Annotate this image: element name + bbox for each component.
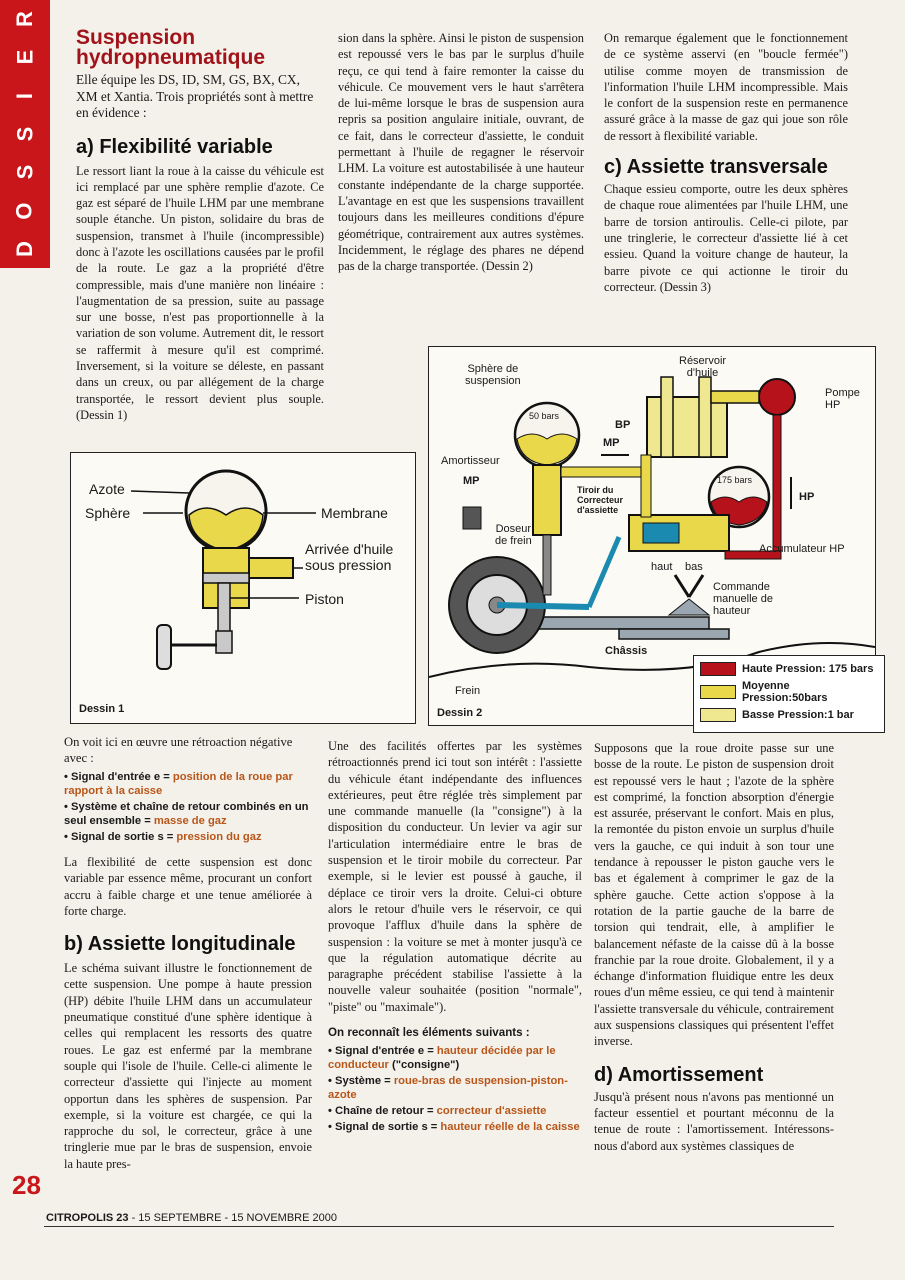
retro-item-value: masse de gaz <box>153 815 227 827</box>
label-pompe-line-2: HP <box>825 399 841 411</box>
label-doseur-frein <box>495 523 532 547</box>
column-3-bottom-text: Supposons que la roue droite passe sur une bosse de la route. Le piston de suspension droit est repoussé vers le haut ; l'azote de la sphère est comprimé, la fonction absorption d'énergie est assurée, préservant le confort. Mais en plus, la remontée du piston envoie un surplus d'huile vers la gauche, ce qui induit à son tour une tendance à repousser le piston gauche vers le bas et également à comprimer le gaz de la sphère gauche. Cette action s'oppose à la rotation de la partie gauche de la barre de torsion qui tendrait, elle, à amplifier le balancement néfaste de la caisse dû à la bosse franchie par la roue droite. Globalement, il y a échange d'information fluidique entre les deux roues d'un même essieu, ce qui tend à maintenir l'assiette transversale du véhicule, contrairement aux suspensions classiques qui présentent l'effet inverse. <box>594 741 834 1049</box>
label-commande-line-1: Commande <box>713 581 770 593</box>
column-3-top <box>604 30 848 295</box>
element-item-value: correcteur d'assiette <box>436 1104 547 1117</box>
element-item-label: • Signal de sortie s = <box>328 1120 441 1133</box>
label-frein: Frein <box>455 685 481 697</box>
label-chassis: Châssis <box>605 645 648 657</box>
label-pompe-hp <box>825 387 860 411</box>
label-sphere-suspension <box>465 363 521 387</box>
legend-swatch-bp <box>700 708 736 722</box>
label-sphere-line-1: Sphère de <box>467 363 519 375</box>
label-50-bars: 50 bars <box>529 411 560 421</box>
section-d-text: Jusqu'à présent nous n'avons pas mentionné un facteur essentiel et pourtant méconnu de la tenue de route : l'amortissement. Intéressons-nous d'abord aux systèmes classiques de <box>594 1089 834 1153</box>
list-item <box>64 770 312 798</box>
list-item <box>64 800 312 828</box>
element-item-label: • Signal d'entrée e = <box>328 1044 437 1057</box>
element-item-label: • Système = <box>328 1074 394 1087</box>
legend-label-hp: Haute Pression: 175 bars <box>742 663 874 675</box>
list-item <box>328 1074 582 1102</box>
label-doseur-line-2: de frein <box>495 535 532 547</box>
dessin-1-caption: Dessin 1 <box>79 703 125 715</box>
label-arrivee-huile <box>305 541 393 573</box>
retro-list <box>64 770 312 844</box>
footer-rule <box>44 1226 834 1227</box>
label-mp-doseur: MP <box>463 475 480 487</box>
legend-label-bp: Basse Pression:1 bar <box>742 709 854 721</box>
section-a-text: Le ressort liant la roue à la caisse du véhicule est ici remplacé par une sphère remplie d'azote. Ce gaz est séparé de l'huile LHM par une membrane souple étanche. Un piston, solidaire du bras de suspension, transmet à l'huile (incompressible) donc à l'azote les oscillations causées par le profil de la route. Le gaz a la propriété d'être compressible, mais d'une manière non linéaire : l'augmentation de sa pression, suite au passage sur une bosse, n'est pas proportionnelle à la variation de son volume. Autrement dit, le ressort se raffermit à mesure qu'il est comprimé. Inversement, si la voiture se déleste, en passant dans un creux, ou par allégement de la charge transportée, le ressort devient plus souple. (Dessin 1) <box>76 163 324 422</box>
footer-dates: - 15 SEPTEMBRE - 15 NOVEMBRE 2000 <box>128 1212 337 1224</box>
legend-row-hp <box>700 662 878 676</box>
label-commande-line-2: manuelle de <box>713 593 773 605</box>
section-a-heading: a) Flexibilité variable <box>76 135 273 158</box>
legend-row-bp <box>700 708 878 722</box>
column-3-bottom <box>594 740 834 1154</box>
list-item <box>328 1044 582 1072</box>
label-tiroir-line-2: Correcteur <box>577 495 624 505</box>
sidebar-letter: O <box>12 201 37 220</box>
column-3-top-text: On remarque également que le fonctionnement de ce système asservi (en "boucle fermée") utilise comme moyen de transmission de l'information l'huile LHM incompressible. Mais le confort de la suspension reste en permanence assuré grâce à la masse de gaz qui joue son rôle de ressort à flexibilité variable. <box>604 31 848 143</box>
element-item-value: roue-bras de suspension-piston-azote <box>328 1074 568 1101</box>
label-175-bars: 175 bars <box>717 475 753 485</box>
footer-magazine: CITROPOLIS 23 <box>46 1212 129 1224</box>
label-sphere: Sphère <box>85 505 131 521</box>
dessin-2-figure <box>428 346 876 726</box>
column-2-top-text: sion dans la sphère. Ainsi le piston de suspension est repoussé vers le bas par le surplus d'huile reçu, ce qui tend à faire remonter la caisse du véhicule. Ce mouvement vers le haut s'arrêtera de lui-même lorsque le bras de suspension aura repris sa position angulaire initiale, ouvrant, de ce fait, dans le correcteur d'assiette, le conduit permettant à l'huile de regagner le réservoir LHM. La voiture est autostabilisée à une hauteur constante indépendante de la charge supportée. L'avantage en est que les suspensions travaillent toujours dans les meilleures conditions d'épure géométrique, contrairement aux autres systèmes. Incidemment, le réglage des phares ne dépend pas de la charge transportée. (Dessin 2) <box>338 31 584 274</box>
pressure-legend <box>693 655 885 733</box>
sidebar-letter: S <box>12 164 37 180</box>
page-number: 28 <box>12 1170 41 1200</box>
sidebar-letter: R <box>11 11 37 28</box>
label-piston: Piston <box>305 591 344 607</box>
article-title <box>76 28 324 68</box>
element-item-value: hauteur décidée par le conducteur <box>328 1044 556 1071</box>
dossier-sidebar <box>0 0 50 268</box>
label-commande-line-3: hauteur <box>713 605 751 617</box>
retro-item-label: • Signal d'entrée e = <box>64 771 173 783</box>
elements-intro: On reconnaît les éléments suivants : <box>328 1026 530 1040</box>
sidebar-letter: S <box>12 126 37 142</box>
legend-label-mp: Moyenne Pression:50bars <box>741 680 828 704</box>
retro-item-label: • Signal de sortie s = <box>64 831 177 843</box>
element-item-value: hauteur réelle de la caisse <box>440 1120 580 1133</box>
sidebar-letter: E <box>12 50 37 65</box>
element-item-label: • Chaîne de retour = <box>328 1104 437 1117</box>
section-b-heading: b) Assiette longitudinale <box>64 933 296 956</box>
retro-after-text: La flexibilité de cette suspension est donc variable par essence même, procurant un confort accru à faible charge et une tenue améliorée à forte charge. <box>64 855 312 918</box>
retro-item-label: • Système et chaîne de retour combinés en un seul ensemble = <box>64 801 309 827</box>
dossier-label <box>5 0 45 268</box>
dessin-2-caption: Dessin 2 <box>437 707 483 719</box>
title-line-1: Suspension <box>76 26 196 49</box>
label-accumulateur-hp: Accumulateur HP <box>759 543 845 555</box>
sidebar-letter: I <box>12 92 37 99</box>
label-commande-manuelle <box>713 581 773 617</box>
list-item <box>328 1120 582 1134</box>
retro-intro: On voit ici en œuvre une rétroaction négative avec : <box>64 735 293 765</box>
section-c-heading: c) Assiette transversale <box>604 156 828 179</box>
label-haut: haut <box>651 561 673 573</box>
label-membrane: Membrane <box>321 505 388 521</box>
label-tiroir-line-3: d'assiette <box>577 505 619 515</box>
footer <box>46 1212 337 1224</box>
section-b-text: Le schéma suivant illustre le fonctionnement de cette suspension. Une pompe à haute pression (HP) débite l'huile LHM dans un accumulateur pneumatique constitué d'une sphère identique à celles qui remplacent les ressorts des quatre roues. Le gaz est enfermé par la membrane souple qui l'isole de l'huile. Celle-ci alimente le correcteur d'assiette qui l'injecte au moment opportun dans les sphères de suspension. Par exemple, si la voiture est chargée, ce qui la rapproche du sol, le correcteur, grâce à une tringlerie mue par le bras de suspension, envoie la haute pres- <box>64 961 312 1171</box>
label-tiroir-line-1: Tiroir du <box>577 485 614 495</box>
element-item-suffix: ("consigne") <box>388 1058 460 1071</box>
label-bp: BP <box>615 419 631 431</box>
legend-row-mp <box>700 680 878 704</box>
section-d-heading: d) Amortissement <box>594 1063 764 1086</box>
legend-swatch-hp <box>700 662 736 676</box>
column-2-bottom-text: Une des facilités offertes par les systèmes rétroactionnés prend ici tout son intérêt : l'assiette du véhicule étant indépendante des influences extérieures, peut être réglée très simplement par une commande manuelle (la "consigne") à la disposition du conducteur. Un levier va agir sur l'articulation intermédiaire entre le bras de suspension et le tiroir mobile du correcteur. Par exemple, si le levier est poussé à gauche, il déplace ce tiroir vers la droite. Celui-ci obture alors le retour d'huile vers le réservoir, ce qui provoque l'afflux d'huile dans la sphère de suspension : la voiture se met à monter jusqu'à ce que la régulation automatique décrite au paragraphe précédent stabilise l'assiette à la nouvelle valeur souhaitée (position "normale", "piste" ou "maximale"). <box>328 739 582 1014</box>
retro-item-value: pression du gaz <box>176 831 262 843</box>
label-azote: Azote <box>89 481 125 497</box>
label-reservoir-line-2: d'huile <box>686 367 719 379</box>
column-1-top <box>76 28 324 423</box>
retro-item-value: position de la roue par rapport à la caisse <box>64 771 293 797</box>
label-reservoir <box>679 355 726 379</box>
column-1-bottom <box>64 734 312 1172</box>
label-doseur-line-1: Doseur <box>495 523 532 535</box>
list-item <box>328 1104 582 1118</box>
elements-list <box>328 1044 582 1134</box>
column-2-bottom <box>328 738 582 1136</box>
label-bas: bas <box>685 561 703 573</box>
title-line-2: hydropneumatique <box>76 46 266 69</box>
label-amortisseur: Amortisseur <box>441 455 500 467</box>
section-c-text: Chaque essieu comporte, outre les deux sphères de chaque roue alimentées par l'huile LHM, une barre de torsion antiroulis. Celle-ci pilote, par une tringlerie, le correcteur d'assiette lié à cet essieu. Quand la voiture change de hauteur, la barre pivote ce qui actionne le tiroir du correcteur. (Dessin 3) <box>604 182 848 294</box>
sidebar-letter: D <box>11 240 37 257</box>
intro-text: Elle équipe les DS, ID, SM, GS, BX, CX, XM et Xantia. Trois propriétés sont à mettre en évidence : <box>76 72 314 120</box>
dessin-1-figure <box>70 452 416 724</box>
label-pompe-line-1: Pompe <box>825 387 860 399</box>
label-reservoir-line-1: Réservoir <box>679 355 727 367</box>
label-mp: MP <box>603 437 620 449</box>
label-hp: HP <box>799 491 815 503</box>
list-item <box>64 830 312 844</box>
label-sphere-line-2: suspension <box>465 375 521 387</box>
label-arrivee-line-2: sous pression <box>305 557 392 573</box>
label-arrivee-line-1: Arrivée d'huile <box>305 541 394 557</box>
label-tiroir-correcteur <box>577 485 623 515</box>
legend-swatch-mp <box>700 685 736 699</box>
